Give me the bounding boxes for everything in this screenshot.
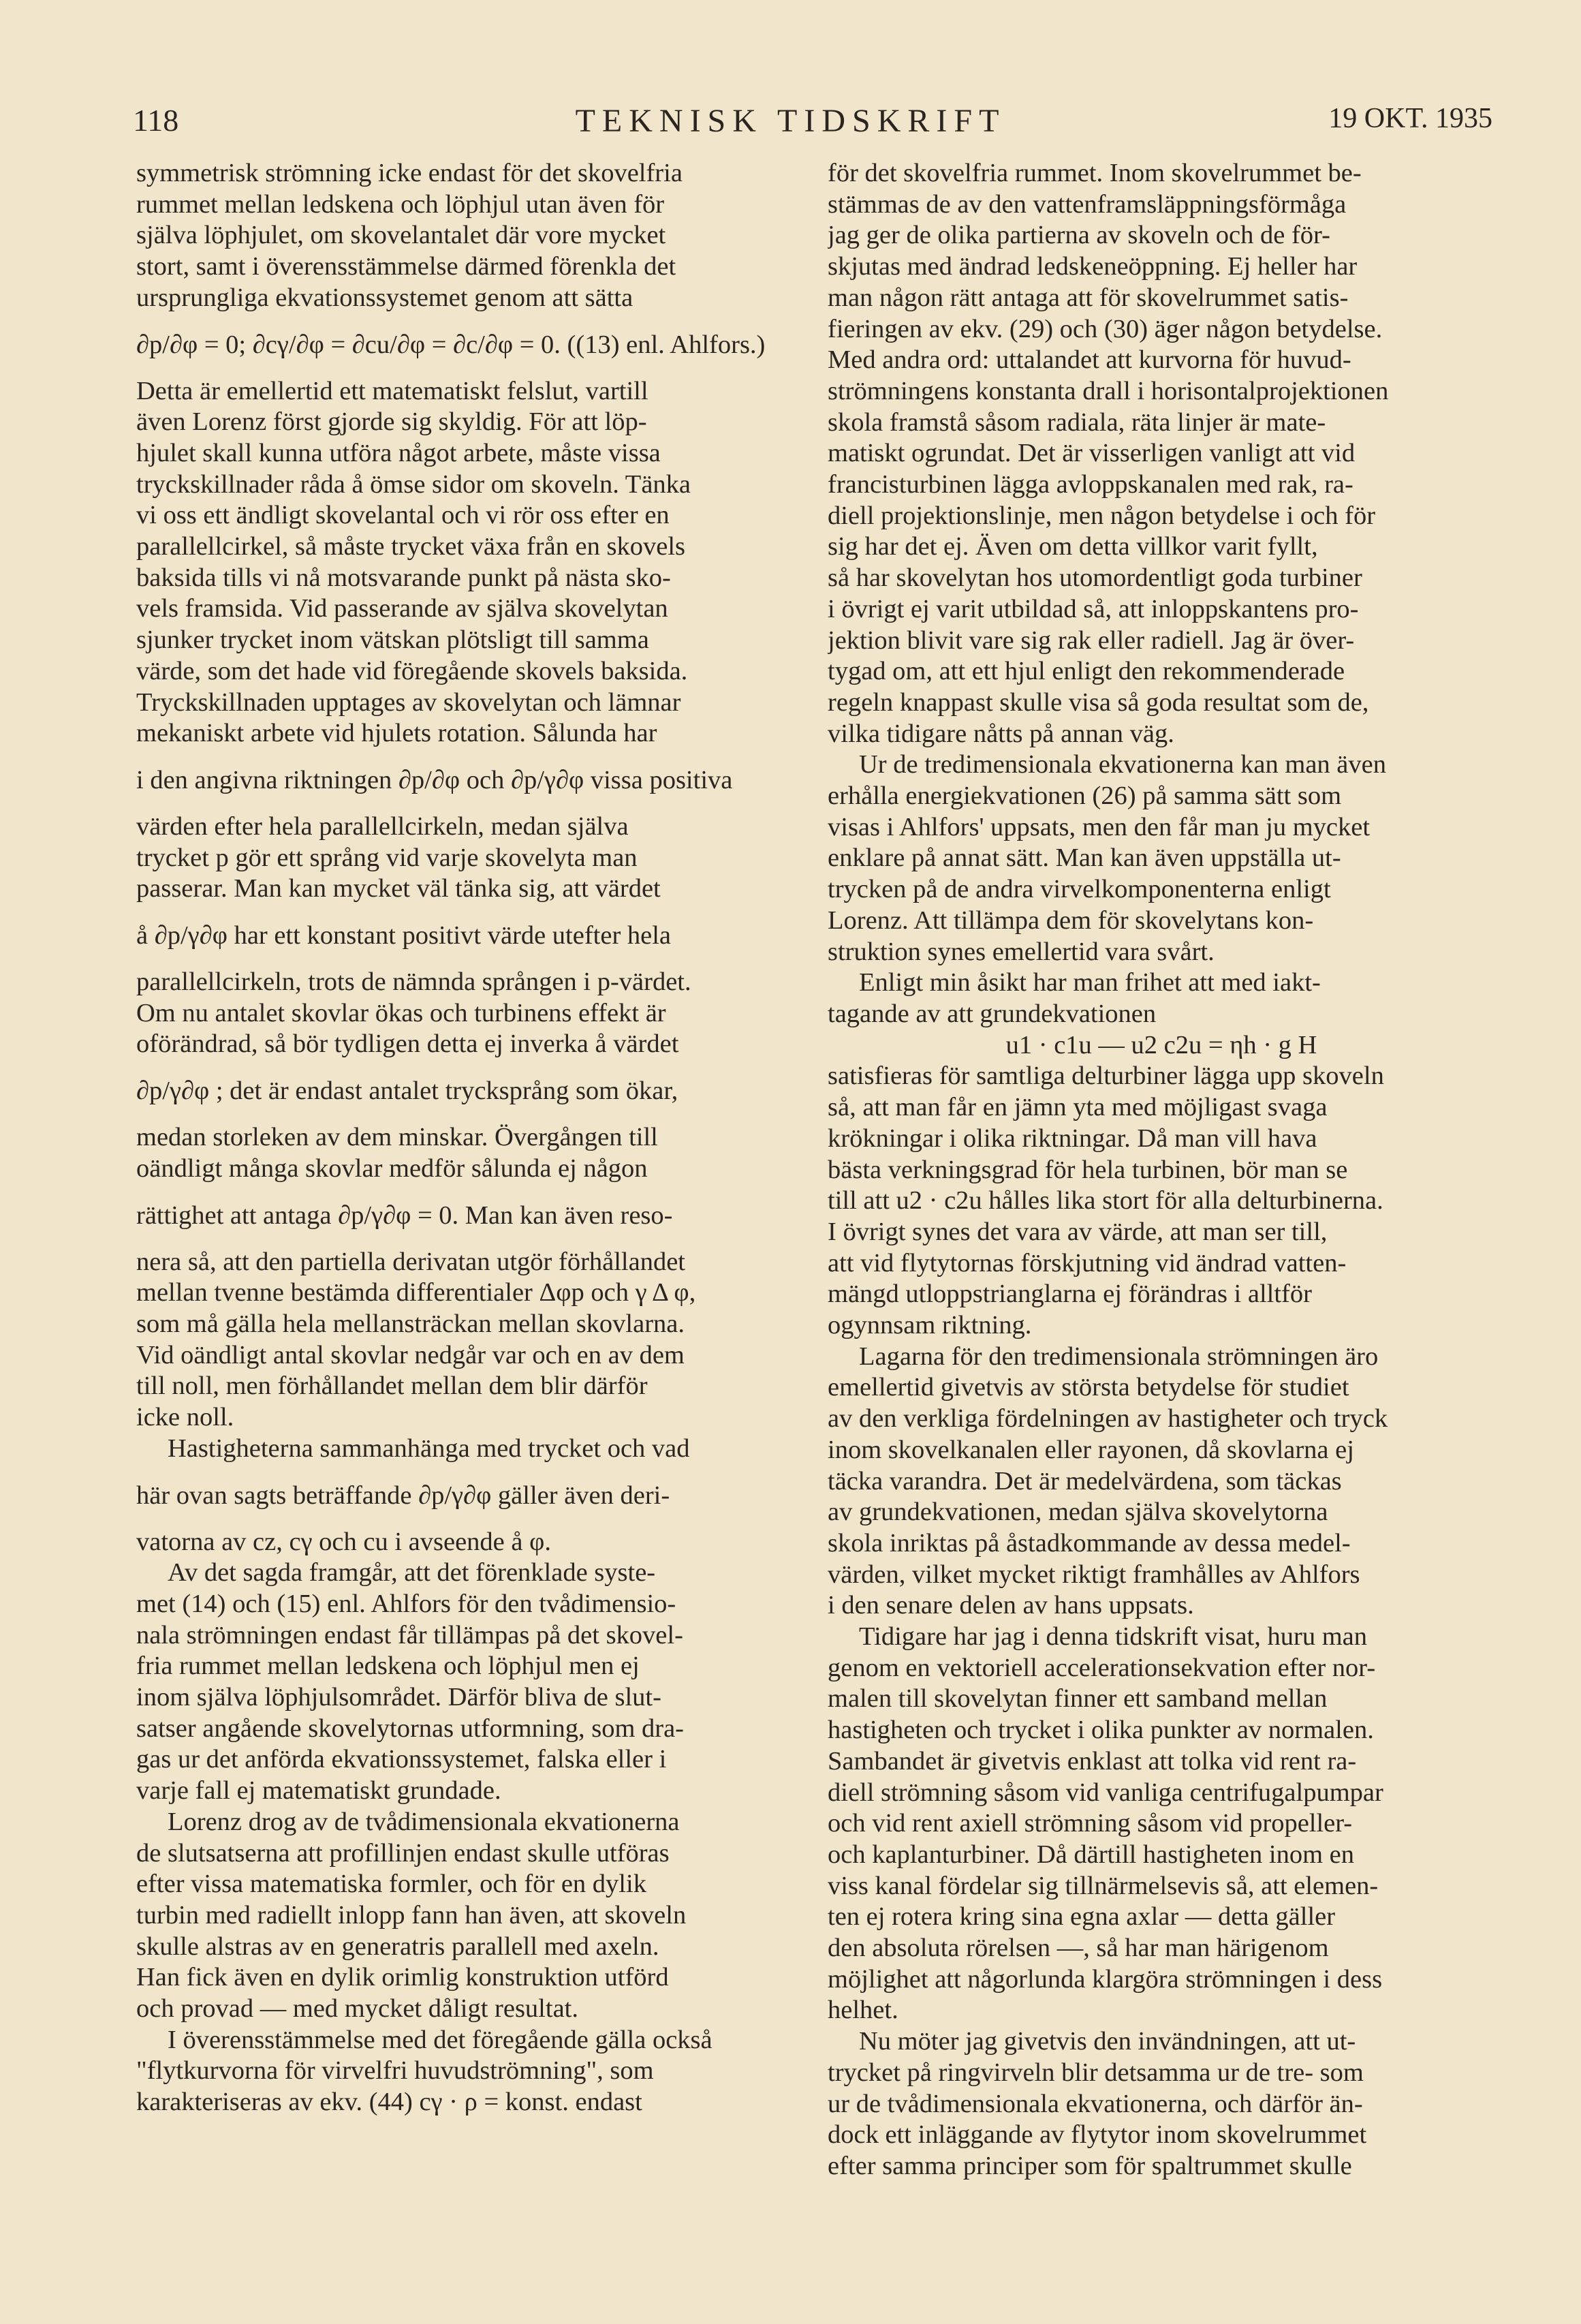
text-line: enklare på annat sätt. Man kan även uppställa ut- [828,843,1341,873]
text-line: vi oss ett ändligt skovelantal och vi rör oss efter en [136,501,670,530]
text-line: ursprungliga ekvationssystemet genom att sätta [136,283,633,312]
text-line: Om nu antalet skovlar ökas och turbinens effekt är [136,998,666,1027]
text-line: karakteriseras av ekv. (44) cγ · ρ = konst. endast [136,2088,642,2117]
text-line: parallellcirkel, så måste trycket växa från en skovels [136,532,686,561]
page-number: 118 [133,103,179,138]
text-line: fieringen av ekv. (29) och (30) äger någon betydelse. [828,314,1383,343]
text-line: rättighet att antaga ∂p/γ∂φ = 0. Man kan även reso- [136,1200,673,1230]
text-line: baksida tills vi nå motsvarande punkt på nästa sko- [136,563,671,592]
text-line: inom skovelkanalen eller rayonen, då skovlarna ej [828,1435,1354,1464]
text-line: den absoluta rörelsen —, så har man härigenom [828,1934,1329,1963]
text-line: trycket p gör ett språng vid varje skovelyta man [136,843,638,872]
text-line: trycket på ringvirveln blir detsamma ur de tre- som [828,2058,1364,2087]
text-line: och provad — med mycket dåligt resultat. [136,1994,578,2024]
text-line: värden efter hela parallellcirkeln, medan själva [136,811,629,841]
text-line: mängd utloppstrianglarna ej förändras i alltför [828,1280,1312,1309]
text-line: varje fall ej matematiskt grundade. [136,1776,501,1806]
text-line: diell projektionslinje, men någon betydelse i och för [828,501,1376,530]
text-line: inom själva löphjulsområdet. Därför bliva de slut- [136,1683,661,1712]
text-line: met (14) och (15) enl. Ahlfors för den tvådimensio- [136,1589,676,1618]
left-column [136,158,804,2118]
text-line: satisfieras för samtliga delturbiner lägga upp skoveln [828,1062,1384,1091]
text-line: stort, samt i överensstämmelse därmed förenkla det [136,252,676,281]
text-line: Detta är emellertid ett matematiskt felslut, vartill [136,376,648,405]
text-line: tagande av att grundekvationen [828,999,1157,1028]
text-line: viss kanal fördelar sig tillnärmelsevis så, att elemen- [828,1871,1379,1900]
text-line: skola framstå såsom radiala, räta linjer är mate- [828,407,1326,437]
text-line: Ur de tredimensionala ekvationerna kan man även [859,750,1386,779]
text-line: genom en vektoriell accelerationsekvation efter nor- [828,1653,1376,1682]
text-line: täcka varandra. Det är medelvärdena, som täckas [828,1466,1342,1496]
text-line: vatorna av cz, cγ och cu i avseende å φ. [136,1527,551,1556]
text-line: mekaniskt arbete vid hjulets rotation. Sålunda har [136,719,657,748]
text-line: tryckskillnader råda å ömse sidor om skoveln. Tänka [136,469,691,499]
page-header [0,102,1581,157]
text-line: vilka tidigare nåtts på annan väg. [828,719,1174,748]
text-line: oförändrad, så bör tydligen detta ej inverka å värdet [136,1029,679,1059]
text-line: icke noll. [136,1403,234,1432]
text-line: värde, som det hade vid föregående skovels baksida. [136,656,688,685]
text-line: själva löphjulet, om skovelantalet där vore mycket [136,221,666,250]
text-line: medan storleken av dem minskar. Övergången till [136,1123,658,1152]
issue-date: 19 OKT. 1935 [1328,103,1492,134]
text-line: stämmas de av den vattenframsläppningsförmåga [828,189,1347,219]
text-line: och kaplanturbiner. Då därtill hastigheten inom en [828,1840,1354,1869]
text-line: att vid flytytornas förskjutning vid ändrad vatten- [828,1248,1347,1277]
text-line: ∂p/γ∂φ ; det är endast antalet trycksprång som ökar, [136,1076,678,1106]
text-line: så har skovelytan hos utomordentligt goda turbiner [828,563,1362,593]
text-line: trycken på de andra virvelkomponenterna enligt [828,875,1331,904]
text-line: sig har det ej. Även om detta villkor varit fyllt, [828,532,1318,561]
text-line: Enligt min åsikt har man frihet att med iakt- [859,968,1321,997]
text-line: även Lorenz först gjorde sig skyldig. För att löp- [136,407,647,437]
text-line: mellan tvenne bestämda differentialer Δφp och γ Δ φ, [136,1278,696,1307]
text-line: dock ett inläggande av flytytor inom skovelrummet [828,2120,1367,2150]
text-line: efter samma principer som för spaltrummet skulle [828,2152,1352,2180]
text-line: bästa verkningsgrad för hela turbinen, bör man se [828,1155,1348,1184]
text-line: hjulet skall kunna utföra något arbete, måste vissa [136,438,661,467]
text-line: värden, vilket mycket riktigt framhålles av Ahlfors [828,1560,1360,1589]
right-column [828,158,1495,2182]
text-line: efter vissa matematiska formler, och för en dylik [136,1870,646,1899]
text-line: Lorenz. Att tillämpa dem för skovelytans kon- [828,905,1314,935]
text-line: struktion synes emellertid vara svårt. [828,937,1215,966]
text-line: Lorenz drog av de tvådimensionala ekvationerna [168,1807,680,1836]
text-line: Vid oändligt antal skovlar nedgår var och en av dem [136,1340,685,1369]
text-line: krökningar i olika riktningar. Då man vill hava [828,1124,1317,1153]
text-line: till att u2 · c2u hålles lika stort för alla delturbinerna. [828,1186,1383,1215]
text-line: u1 · c1u — u2 c2u = ηh · g H [1005,1030,1317,1059]
text-line: man någon rätt antaga att för skovelrummet satis- [828,283,1349,312]
text-line: rummet mellan ledskena och löphjul utan även för [136,189,665,219]
text-line: så, att man får en jämn yta med möjligast svaga [828,1093,1328,1122]
text-line: oändligt många skovlar medför sålunda ej någon [136,1153,648,1183]
text-line: i den senare delen av hans uppsats. [828,1591,1194,1620]
text-line: turbin med radiellt inlopp fann han även, att skoveln [136,1900,687,1930]
text-line: som må gälla hela mellansträckan mellan skovlarna. [136,1309,685,1338]
text-line: i den angivna riktningen ∂p/∂φ och ∂p/γ∂φ vissa positiva [136,765,733,794]
text-line: malen till skovelytan finner ett samband mellan [828,1684,1328,1714]
text-line: ogynnsam riktning. [828,1311,1032,1340]
text-line: och vid rent axiell strömning såsom vid propeller- [828,1809,1353,1838]
text-line: Tidigare har jag i denna tidskrift visat, huru man [859,1622,1367,1652]
text-line: gas ur det anförda ekvationssystemet, falska eller i [136,1745,667,1774]
text-line: Av det sagda framgår, att det förenklade syste- [168,1558,656,1587]
text-line: jag ger de olika partierna av skoveln och de för- [828,221,1330,250]
text-line: i övrigt ej varit utbildad så, att inloppskantens pro- [828,594,1359,623]
text-line: regeln knappast skulle visa så goda resultat som de, [828,687,1369,717]
text-line: skola inriktas på åstadkommande av dessa medel- [828,1528,1351,1558]
text-line: Nu möter jag givetvis den invändningen, att ut- [859,2027,1356,2056]
text-line: för det skovelfria rummet. Inom skovelrummet be- [828,159,1362,187]
text-line: passerar. Man kan mycket väl tänka sig, att värdet [136,874,661,903]
text-line: helhet. [828,1996,898,2025]
text-line: Tryckskillnaden upptages av skovelytan och lämnar [136,687,681,717]
journal-title: TEKNISK TIDSKRIFT [575,103,1006,139]
text-line: Lagarna för den tredimensionala strömningen äro [859,1342,1379,1371]
text-line: strömningens konstanta drall i horisontalprojektionen [828,376,1389,405]
text-line: nala strömningen endast får tillämpas på det skovel- [136,1620,683,1649]
text-line: Hastigheterna sammanhänga med trycket och vad [168,1434,690,1463]
text-line: satser angående skovelytornas utformning, som dra- [136,1714,685,1743]
text-line: till noll, men förhållandet mellan dem blir därför [136,1372,648,1401]
text-line: möjlighet att någorlunda klargöra strömningen i dess [828,1964,1383,1994]
text-line: diell strömning såsom vid vanliga centrifugalpumpar [828,1778,1383,1807]
text-line: I överensstämmelse med det föregående gälla också [168,2025,713,2054]
text-line: de slutsatserna att profillinjen endast skulle utföras [136,1838,670,1868]
text-line: parallellcirkeln, trots de nämnda sprången i p-värdet. [136,967,691,997]
text-line: hastigheten och trycket i olika punkter av normalen. [828,1716,1374,1745]
text-line: ∂p/∂φ = 0; ∂cγ/∂φ = ∂cu/∂φ = ∂c/∂φ = 0. ((13) enl. Ahlfors.) [136,330,766,359]
text-line: Sambandet är givetvis enklast att tolka vid rent ra- [828,1746,1357,1776]
text-line: ten ej rotera kring sina egna axlar — detta gäller [828,1902,1336,1932]
text-line: nera så, att den partiella derivatan utgör förhållandet [136,1247,685,1276]
text-line: skjutas med ändrad ledskeneöppning. Ej heller har [828,252,1358,281]
text-line: fria rummet mellan ledskena och löphjul men ej [136,1652,640,1681]
text-line: emellertid givetvis av största betydelse för studiet [828,1373,1349,1402]
text-line: symmetrisk strömning icke endast för det skovelfria [136,159,683,187]
text-line: francisturbinen lägga avloppskanalen med rak, ra- [828,470,1353,499]
text-line: ur de tvådimensionala ekvationerna, och därför än- [828,2089,1363,2118]
text-line: Med andra ord: uttalandet att kurvorna för huvud- [828,345,1351,375]
text-line: vels framsida. Vid passerande av själva skovelytan [136,594,668,623]
text-line: här ovan sagts beträffande ∂p/γ∂φ gäller även deri- [136,1481,670,1510]
text-line: av grundekvationen, medan själva skovelytorna [828,1498,1328,1527]
text-line: sjunker trycket inom vätskan plötsligt till samma [136,625,649,655]
text-line: I övrigt synes det vara av värde, att man ser till, [828,1217,1328,1246]
text-line: visas i Ahlfors' uppsats, men den får man ju mycket [828,812,1371,841]
text-line: av den verkliga fördelningen av hastigheter och tryck [828,1404,1388,1434]
text-line: erhålla energiekvationen (26) på samma sätt som [828,781,1342,811]
text-line: "flytkurvorna för virvelfri huvudströmning", som [136,2056,654,2086]
text-line: Han fick även en dylik orimlig konstruktion utförd [136,1963,669,1992]
text-line: å ∂p/γ∂φ har ett konstant positivt värde utefter hela [136,921,672,950]
text-line: tygad om, att ett hjul enligt den rekommenderade [828,657,1345,686]
text-line: matiskt ogrundat. Det är visserligen vanligt att vid [828,439,1356,468]
text-line: skulle alstras av en generatris parallell med axeln. [136,1932,659,1961]
text-line: jektion blivit vare sig rak eller radiell. Jag är över- [828,625,1355,655]
